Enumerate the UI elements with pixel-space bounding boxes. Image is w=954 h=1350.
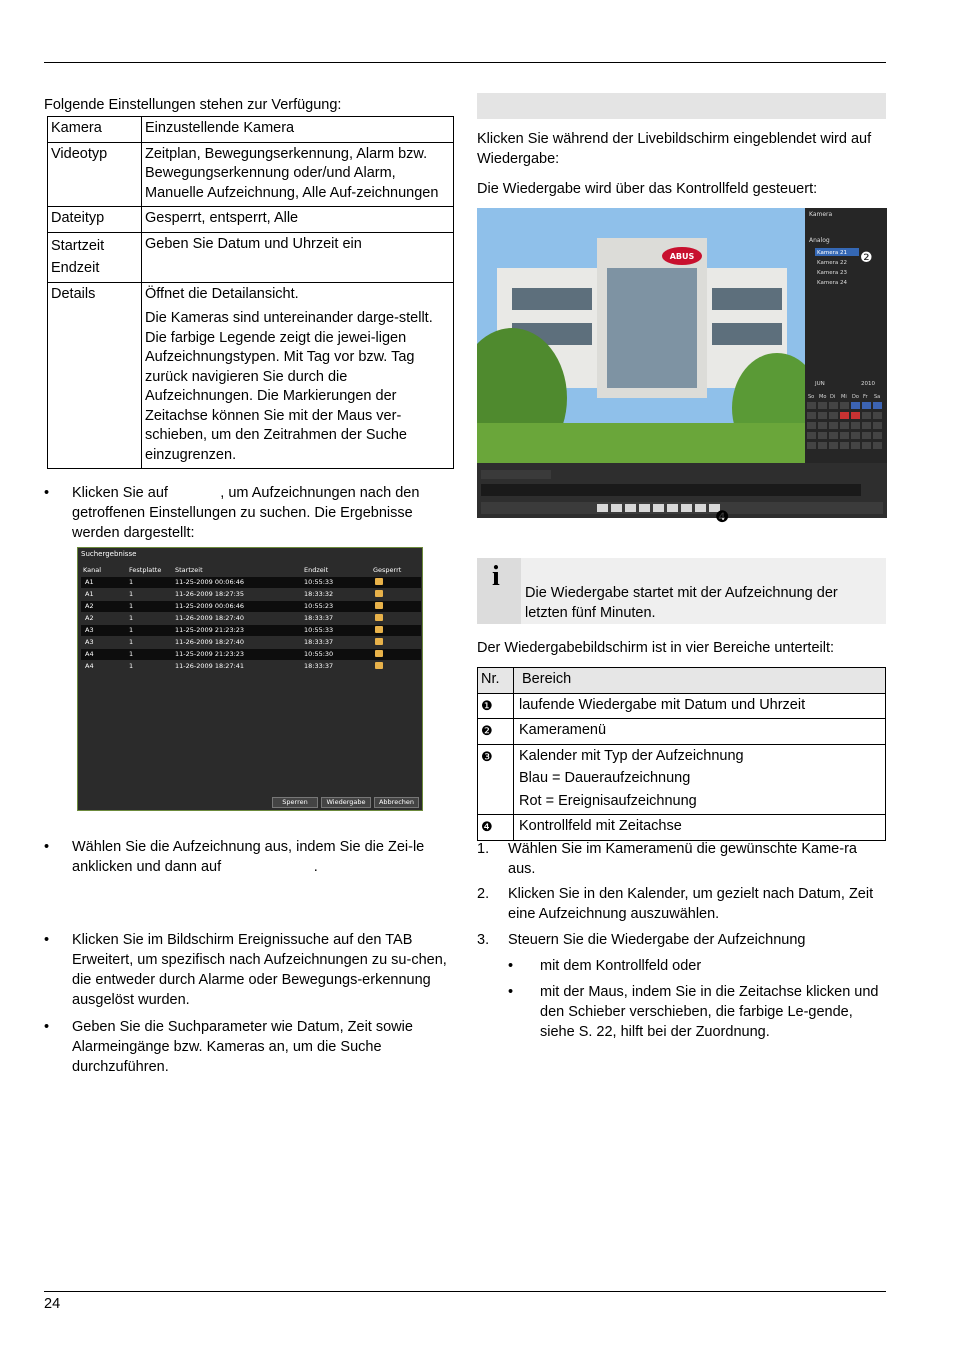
table-row [48, 117, 454, 143]
result-cell: 1 [129, 638, 134, 646]
table-row[interactable] [81, 589, 421, 600]
marker-4-outside: ❹ [715, 509, 730, 526]
setting-value: Öffnet die Detailansicht. Die Kameras sind untereinander darge-stellt. Die farbige Legende zeigt die jewei-ligen Aufzeichnungstypen. Mit Tag vor bzw. Tag zurück navigieren Sie durch die Aufzeichnungen. Die Markierungen der Zeitachse können Sie mit der Maus ver-schieben, um den Zeitrahmen der Suche einzugrenzen. [142, 282, 454, 469]
playback-control-button[interactable] [695, 504, 706, 512]
marker-2: ❷ [860, 250, 873, 266]
result-cell: A2 [85, 614, 94, 622]
playback-control-button[interactable] [653, 504, 664, 512]
lock-icon[interactable] [375, 638, 383, 645]
table-row[interactable] [81, 637, 421, 648]
bullet-dot: • [508, 984, 514, 1000]
control-panel-text: Die Wiedergabe wird über das Kontrollfeld gesteuert: [477, 181, 818, 197]
area-description: laufende Wiedergabe mit Datum und Uhrzeit [514, 693, 886, 719]
table-row[interactable] [81, 661, 421, 672]
sidebar-title: Kamera [809, 211, 833, 218]
control-buttons[interactable] [597, 504, 720, 512]
result-cell: A1 [85, 590, 94, 598]
calendar-day[interactable] [829, 432, 838, 439]
bullet-text: Klicken Sie im Bildschirm Ereignissuche auf den TAB Erweitert, um spezifisch nach Aufzeichnungen zu su-chen, die entweder durch Alarme oder Bewegungs-erkennung ausgelöst wurden. [72, 932, 447, 1008]
calendar-day[interactable] [862, 442, 871, 449]
playback-intro: Klicken Sie während der Livebildschirm eingeblendet wird auf Wiedergabe: [477, 131, 872, 167]
lawn [477, 423, 805, 463]
result-cell: A3 [85, 638, 94, 646]
table-row [48, 207, 454, 233]
result-cell: A2 [85, 602, 94, 610]
calendar-day[interactable] [840, 442, 849, 449]
result-cell: 1 [129, 614, 134, 622]
area-description: Kalender mit Typ der Aufzeichnung Blau = Daueraufzeichnung Rot = Ereignisaufzeichnung [514, 744, 886, 815]
table-row[interactable] [81, 601, 421, 612]
table-row[interactable] [81, 613, 421, 624]
result-cell: 11-26-2009 18:27:40 [175, 614, 245, 622]
setting-key: Startzeit Endzeit [48, 232, 142, 282]
calendar-day[interactable] [862, 432, 871, 439]
results-header [81, 565, 421, 575]
abus-logo-text: ABUS [669, 252, 695, 261]
result-cell: 10:55:23 [304, 602, 334, 610]
lock-icon[interactable] [375, 662, 383, 669]
calendar-day[interactable] [873, 412, 882, 419]
bullet-text: Geben Sie die Suchparameter wie Datum, Zeit sowie Alarmeingänge bzw. Kameras an, um die Suche durchzuführen. [72, 1019, 413, 1075]
screenshot-title: Suchergebnisse [81, 550, 137, 558]
area-number: ❹ [478, 815, 514, 841]
bullet-dot: • [508, 958, 514, 974]
calendar-day[interactable] [851, 422, 860, 429]
result-cell: 1 [129, 602, 134, 610]
playback-control-button[interactable] [681, 504, 692, 512]
result-cell: 18:33:37 [304, 662, 334, 670]
intro-text: Folgende Einstellungen stehen zur Verfügung: [44, 97, 342, 113]
step-number: 2. [477, 886, 490, 902]
weekday-label: Do [852, 394, 859, 400]
calendar-day[interactable] [840, 402, 849, 409]
col-header: Festplatte [129, 566, 162, 574]
result-cell: 1 [129, 650, 134, 658]
camera-item[interactable]: Kamera 22 [817, 260, 848, 266]
header-rule [44, 62, 886, 63]
table-row [48, 282, 454, 469]
playback-button[interactable]: Wiedergabe [321, 797, 371, 808]
bullet-dot: • [44, 932, 50, 948]
calendar-day[interactable] [818, 402, 827, 409]
result-cell: 1 [129, 590, 134, 598]
analog-label: Analog [809, 237, 830, 244]
table-row [478, 815, 886, 841]
window-band [712, 288, 782, 310]
calendar-day[interactable] [818, 432, 827, 439]
result-cell: 11-25-2009 21:23:23 [175, 626, 245, 634]
calendar-day[interactable] [851, 442, 860, 449]
result-cell: 10:55:30 [304, 650, 334, 658]
calendar-year: 2010 [861, 381, 875, 387]
result-cell: A3 [85, 626, 94, 634]
calendar-day[interactable] [829, 422, 838, 429]
settings-table [47, 116, 454, 469]
playback-control-button[interactable] [667, 504, 678, 512]
table-row[interactable] [81, 625, 421, 636]
calendar-day[interactable] [840, 412, 849, 419]
weekday-label: Mo [819, 394, 827, 400]
table-header-row [478, 668, 886, 694]
result-cell: 1 [129, 578, 134, 586]
calendar-day[interactable] [873, 442, 882, 449]
playback-image [477, 208, 887, 518]
footer-rule [44, 1291, 886, 1292]
weekday-label: Mi [841, 394, 847, 400]
weekday-label: So [808, 394, 815, 400]
building-glass [607, 268, 697, 388]
timeline[interactable] [481, 484, 861, 496]
setting-key: Dateityp [48, 207, 142, 233]
calendar-day[interactable] [851, 412, 860, 419]
lock-button[interactable]: Sperren [272, 797, 318, 808]
calendar-day[interactable] [818, 422, 827, 429]
table-row [48, 142, 454, 207]
area-number: ❷ [478, 719, 514, 745]
result-cell: 1 [129, 662, 134, 670]
header-cell: Nr. [478, 668, 514, 694]
info-icon: i [492, 561, 500, 592]
step-text: Klicken Sie in den Kalender, um gezielt nach Datum, Zeit eine Aufzeichnung auszuwählen. [508, 886, 874, 922]
calendar-day[interactable] [862, 422, 871, 429]
area-description: Kameramenü [514, 719, 886, 745]
window-band [712, 323, 782, 345]
search-results-screenshot [77, 547, 423, 811]
calendar-day[interactable] [873, 422, 882, 429]
bullet-text: mit dem Kontrollfeld oder [540, 958, 702, 974]
window-band [512, 288, 592, 310]
playback-screenshot [477, 208, 887, 518]
setting-value: Gesperrt, entsperrt, Alle [142, 207, 454, 233]
step-text: Steuern Sie die Wiedergabe der Aufzeichnung [508, 932, 806, 948]
bullet-text: mit der Maus, indem Sie in die Zeitachse klicken und den Schieber verschieben, die farbige Le-gende, siehe S. 22, hilft bei der Zuordnung. [540, 984, 879, 1040]
calendar-day[interactable] [851, 432, 860, 439]
calendar-day[interactable] [840, 432, 849, 439]
header-cell: Bereich [514, 668, 886, 694]
table-row [478, 744, 886, 815]
table-row [478, 719, 886, 745]
setting-key: Details [48, 282, 142, 469]
calendar-day[interactable] [862, 412, 871, 419]
step-number: 1. [477, 841, 490, 857]
camera-item[interactable]: Kamera 23 [817, 270, 848, 276]
areas-intro: Der Wiedergabebildschirm ist in vier Bereiche unterteilt: [477, 640, 835, 656]
section-heading-bar [477, 93, 886, 119]
calendar-day[interactable] [840, 422, 849, 429]
calendar-day[interactable] [829, 412, 838, 419]
page-number: 24 [44, 1296, 61, 1312]
calendar-day[interactable] [818, 442, 827, 449]
playback-control-button[interactable] [639, 504, 650, 512]
playback-date-display [481, 470, 551, 479]
setting-key: Kamera [48, 117, 142, 143]
weekday-label: Di [830, 394, 836, 400]
calendar-day[interactable] [851, 402, 860, 409]
info-text: Die Wiedergabe startet mit der Aufzeichnung der letzten fünf Minuten. [525, 585, 838, 621]
result-cell: 11-26-2009 18:27:41 [175, 662, 245, 670]
step-text: Wählen Sie im Kameramenü die gewünschte Kame-ra aus. [508, 841, 857, 877]
result-cell: 10:55:33 [304, 626, 334, 634]
calendar-day[interactable] [807, 442, 816, 449]
lock-icon[interactable] [375, 626, 383, 633]
area-number: ❶ [478, 693, 514, 719]
table-row[interactable] [81, 649, 421, 660]
col-header: Startzeit [175, 566, 203, 574]
result-cell: 10:55:33 [304, 578, 334, 586]
table-row [478, 693, 886, 719]
calendar-month: JUN [815, 381, 825, 387]
playback-control-button[interactable] [611, 504, 622, 512]
calendar-day[interactable] [829, 402, 838, 409]
lock-icon[interactable] [375, 590, 383, 597]
bullet-dot: • [44, 485, 50, 501]
calendar-day[interactable] [829, 442, 838, 449]
area-number: ❸ [478, 744, 514, 815]
col-header: Gesperrt [373, 566, 402, 574]
playback-control-button[interactable] [625, 504, 636, 512]
setting-value: Zeitplan, Bewegungserkennung, Alarm bzw. Bewegungserkennung oder/und Alarm, Manuelle Aufzeichnung, Alle Auf-zeichnungen [142, 142, 454, 207]
calendar-day[interactable] [807, 432, 816, 439]
camera-item[interactable]: Kamera 21 [817, 250, 848, 256]
areas-table [477, 667, 886, 841]
col-header: Endzeit [304, 566, 329, 574]
result-cell: 11-25-2009 21:23:23 [175, 650, 245, 658]
table-row[interactable] [81, 577, 421, 588]
cancel-button[interactable]: Abbrechen [374, 797, 419, 808]
result-cell: 18:33:32 [304, 590, 334, 598]
result-cell: 1 [129, 626, 134, 634]
calendar-day[interactable] [862, 402, 871, 409]
lock-icon[interactable] [375, 602, 383, 609]
calendar-day[interactable] [873, 432, 882, 439]
calendar-day[interactable] [807, 422, 816, 429]
setting-key: Videotyp [48, 142, 142, 207]
weekday-label: Sa [874, 394, 881, 400]
weekday-label: Fr [863, 394, 868, 400]
area-description: Kontrollfeld mit Zeitachse [514, 815, 886, 841]
bullet-dot: • [44, 1019, 50, 1035]
result-cell: 11-26-2009 18:27:40 [175, 638, 245, 646]
lock-icon[interactable] [375, 614, 383, 621]
result-cell: 18:33:37 [304, 638, 334, 646]
result-cell: 11-25-2009 00:06:46 [175, 578, 245, 586]
setting-value: Einzustellende Kamera [142, 117, 454, 143]
result-cell: 18:33:37 [304, 614, 334, 622]
calendar-day[interactable] [818, 412, 827, 419]
lock-icon[interactable] [375, 650, 383, 657]
step-number: 3. [477, 932, 490, 948]
col-header: Kanal [83, 566, 102, 574]
result-cell: 11-25-2009 00:06:46 [175, 602, 245, 610]
result-cell: A1 [85, 578, 94, 586]
setting-value: Geben Sie Datum und Uhrzeit ein [142, 232, 454, 282]
lock-icon[interactable] [375, 578, 383, 585]
camera-item[interactable]: Kamera 24 [817, 280, 848, 286]
result-cell: A4 [85, 650, 94, 658]
bullet-text: Klicken Sie auf , um Aufzeichnungen nach den getroffenen Einstellungen zu suchen. Die Ergebnisse werden dargestellt: [72, 485, 424, 541]
calendar-day[interactable] [873, 402, 882, 409]
calendar-day[interactable] [807, 412, 816, 419]
playback-control-button[interactable] [597, 504, 608, 512]
table-row [48, 232, 454, 282]
bullet-dot: • [44, 839, 50, 855]
result-cell: 11-26-2009 18:27:35 [175, 590, 245, 598]
result-cell: A4 [85, 662, 94, 670]
calendar-day[interactable] [807, 402, 816, 409]
bullet-text: Wählen Sie die Aufzeichnung aus, indem Sie die Zei-le anklicken und dann auf . [72, 839, 429, 875]
